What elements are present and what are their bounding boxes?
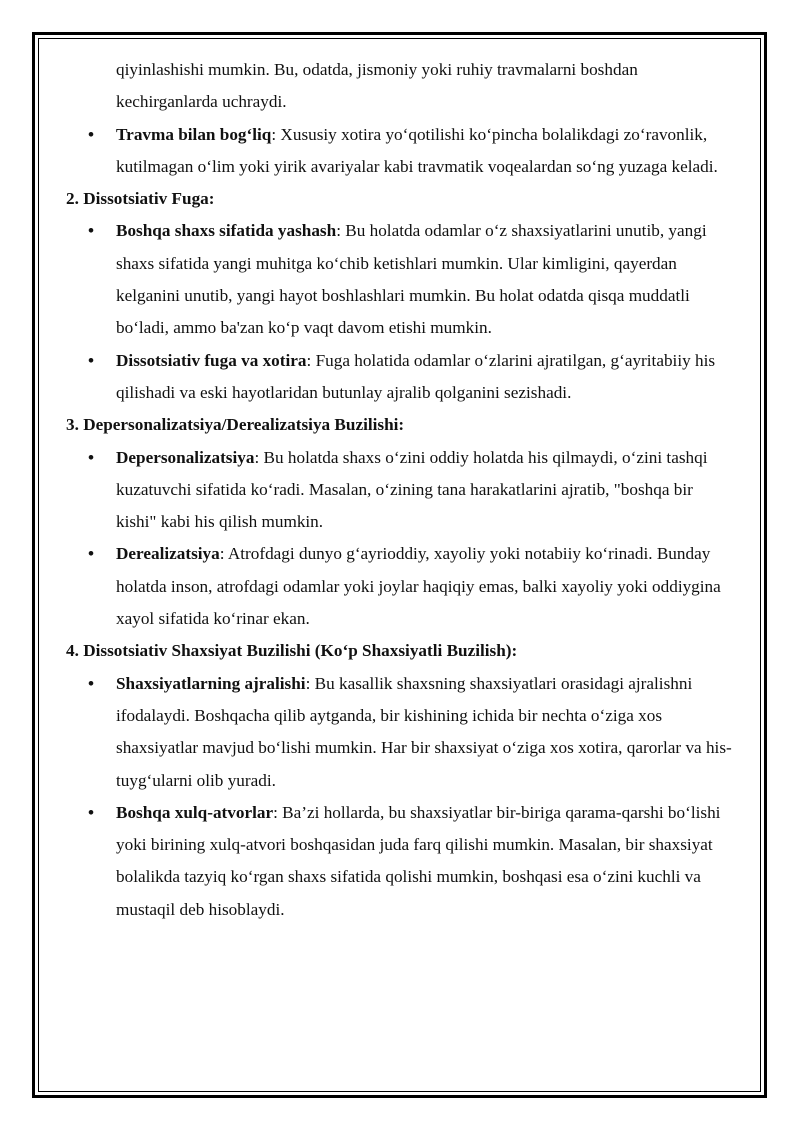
item-term: Travma bilan bog‘liq: [116, 124, 272, 144]
item-text: : Fuga holatida odamlar o‘zlarini ajratilgan, g‘ayritabiiy his qilishadi va eski hayotlaridan butunlay ajralib qolganini sezishadi.: [116, 350, 716, 402]
section-continuation: [66, 119, 736, 184]
item-term: Dissotsiativ fuga va xotira: [116, 350, 307, 370]
bullet-icon: •: [88, 124, 95, 144]
continuation-paragraph: [66, 54, 736, 119]
section-depersonalizatsiya: [66, 409, 736, 635]
bullet-icon: •: [88, 221, 95, 241]
section-dissotsiativ-fuga: [66, 183, 736, 409]
list-item: [66, 442, 736, 539]
section-heading: 3. Depersonalizatsiya/Derealizatsiya Buzilishi:: [66, 415, 405, 435]
item-term: Boshqa xulq-atvorlar: [116, 802, 274, 822]
item-term: Derealizatsiya: [116, 544, 220, 564]
bullet-icon: •: [88, 447, 95, 467]
bullet-icon: •: [88, 544, 95, 564]
list-item: [66, 538, 736, 635]
section-heading: 4. Dissotsiativ Shaxsiyat Buzilishi (Ko‘p Shaxsiyatli Buzilish):: [66, 641, 518, 661]
item-text: : Xususiy xotira yo‘qotilishi ko‘pincha bolalikdagi zo‘ravonlik, kutilmagan o‘lim yoki yirik avariyalar kabi travmatik voqealardan so‘ng yuzaga keladi.: [116, 124, 718, 176]
bullet-icon: •: [88, 350, 95, 370]
item-text: : Bu kasallik shaxsning shaxsiyatlari orasidagi ajralishni ifodalaydi. Boshqacha qilib aytganda, bir kishining ichida bir nechta o‘ziga xos shaxsiyatlar mavjud bo‘lishi mumkin. Har bir shaxsiyat o‘ziga xos xotira, qarorlar va his-tuyg‘ularni olib yuradi.: [116, 673, 732, 790]
section-heading: 2. Dissotsiativ Fuga:: [66, 189, 215, 209]
item-term: Shaxsiyatlarning ajralishi: [116, 673, 306, 693]
item-text: : Bu holatda shaxs o‘zini oddiy holatda his qilmaydi, o‘zini tashqi kuzatuvchi sifatida ko‘radi. Masalan, o‘zining tana harakatlarini ajratib, "boshqa bir kishi" kabi his qilish mumkin.: [116, 447, 708, 532]
item-term: Depersonalizatsiya: [116, 447, 255, 467]
list-item: [66, 215, 736, 344]
list-item: [66, 668, 736, 797]
list-item: [66, 797, 736, 926]
item-text: : Bu holatda odamlar o‘z shaxsiyatlarini unutib, yangi shaxs sifatida yangi muhitga ko‘chib ketishlari mumkin. Ular kimligini, qayerdan kelganini unutib, yangi hayot boshlashlari mumkin. Bu holat odatda qisqa muddatli bo‘ladi, ammo ba'zan ko‘p vaqt davom etishi mumkin.: [116, 221, 707, 338]
bullet-icon: •: [88, 673, 95, 693]
item-text: : Ba’zi hollarda, bu shaxsiyatlar bir-biriga qarama-qarshi bo‘lishi yoki birining xulq-atvori boshqasidan juda farq qilishi mumkin. Masalan, bir shaxsiyat bolalikda tazyiq ko‘rgan shaxs sifatida qolishi mumkin, boshqasi esa o‘zini kuchli va mustaqil deb hisoblaydi.: [116, 802, 721, 919]
list-item: [66, 119, 736, 184]
item-term: Boshqa shaxs sifatida yashash: [116, 221, 337, 241]
document-body: [66, 54, 736, 926]
item-text: : Atrofdagi dunyo g‘ayrioddiy, xayoliy yoki notabiiy ko‘rinadi. Bunday holatda inson, atrofdagi odamlar yoki joylar haqiqiy emas, balki xayoliy yoki oddiygina xayol sifatida ko‘rinar ekan.: [116, 544, 721, 629]
continuation-text: qiyinlashishi mumkin. Bu, odatda, jismoniy yoki ruhiy travmalarni boshdan kechirganlarda uchraydi.: [116, 60, 638, 112]
section-shaxsiyat-buzilishi: [66, 635, 736, 926]
bullet-icon: •: [88, 802, 95, 822]
list-item: [66, 345, 736, 410]
